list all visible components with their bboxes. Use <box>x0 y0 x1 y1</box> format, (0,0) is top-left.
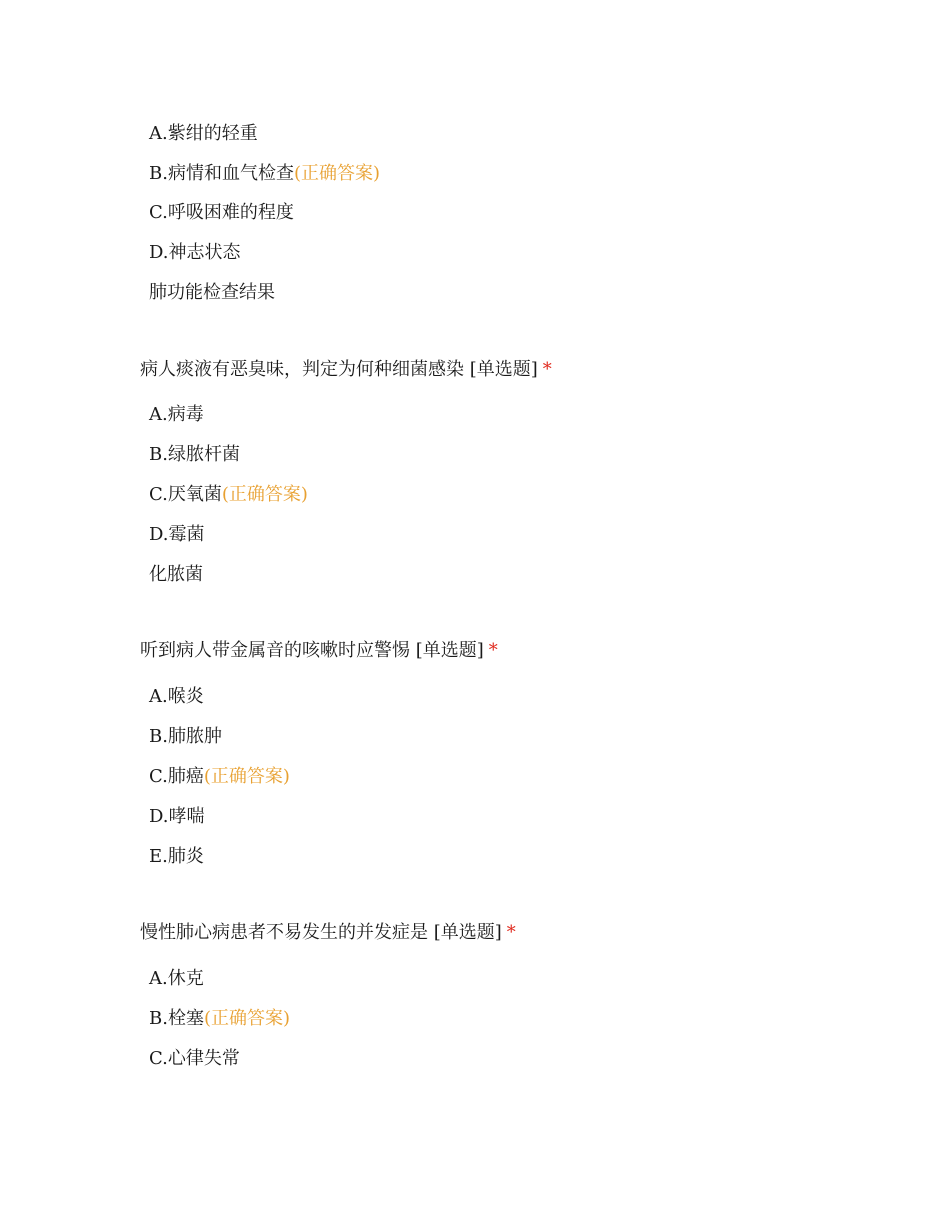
correct-answer-tag: (正确答案) <box>221 484 308 505</box>
question-title-4: 慢性肺心病患者不易发生的并发症是 [单选题] * <box>140 922 516 943</box>
option-1e: 肺功能检查结果 <box>149 282 275 303</box>
question-type-label: [单选题] <box>433 922 502 943</box>
option-2b: B.绿脓杆菌 <box>149 444 240 465</box>
correct-answer-tag: (正确答案) <box>203 1008 290 1029</box>
option-1d: D.神志状态 <box>149 242 241 263</box>
question-type-label: [单选题] <box>415 640 484 661</box>
question-title-3: 听到病人带金属音的咳嗽时应警惕 [单选题] * <box>140 640 498 661</box>
option-1c: C.呼吸困难的程度 <box>149 202 294 223</box>
option-3a: A.喉炎 <box>149 686 204 707</box>
option-3c: C.肺癌(正确答案) <box>149 766 290 787</box>
correct-answer-tag: (正确答案) <box>203 766 290 787</box>
question-type-label: [单选题] <box>469 359 538 380</box>
option-4c: C.心律失常 <box>149 1048 240 1069</box>
required-star: * <box>506 922 516 943</box>
correct-answer-tag: (正确答案) <box>293 163 380 184</box>
option-3e: E.肺炎 <box>149 846 204 867</box>
option-1b: B.病情和血气检查(正确答案) <box>149 163 380 184</box>
option-2e: 化脓菌 <box>149 564 203 585</box>
option-2d: D.霉菌 <box>149 524 205 545</box>
required-star: * <box>488 640 498 661</box>
option-2a: A.病毒 <box>149 404 204 425</box>
question-title-2: 病人痰液有恶臭味，判定为何种细菌感染 [单选题] * <box>140 359 552 380</box>
option-3d: D.哮喘 <box>149 806 205 827</box>
option-4b: B.栓塞(正确答案) <box>149 1008 290 1029</box>
option-2c: C.厌氧菌(正确答案) <box>149 484 308 505</box>
option-3b: B.肺脓肿 <box>149 726 222 747</box>
option-1a: A.紫绀的轻重 <box>149 123 258 144</box>
option-4a: A.休克 <box>149 968 204 989</box>
required-star: * <box>542 359 552 380</box>
